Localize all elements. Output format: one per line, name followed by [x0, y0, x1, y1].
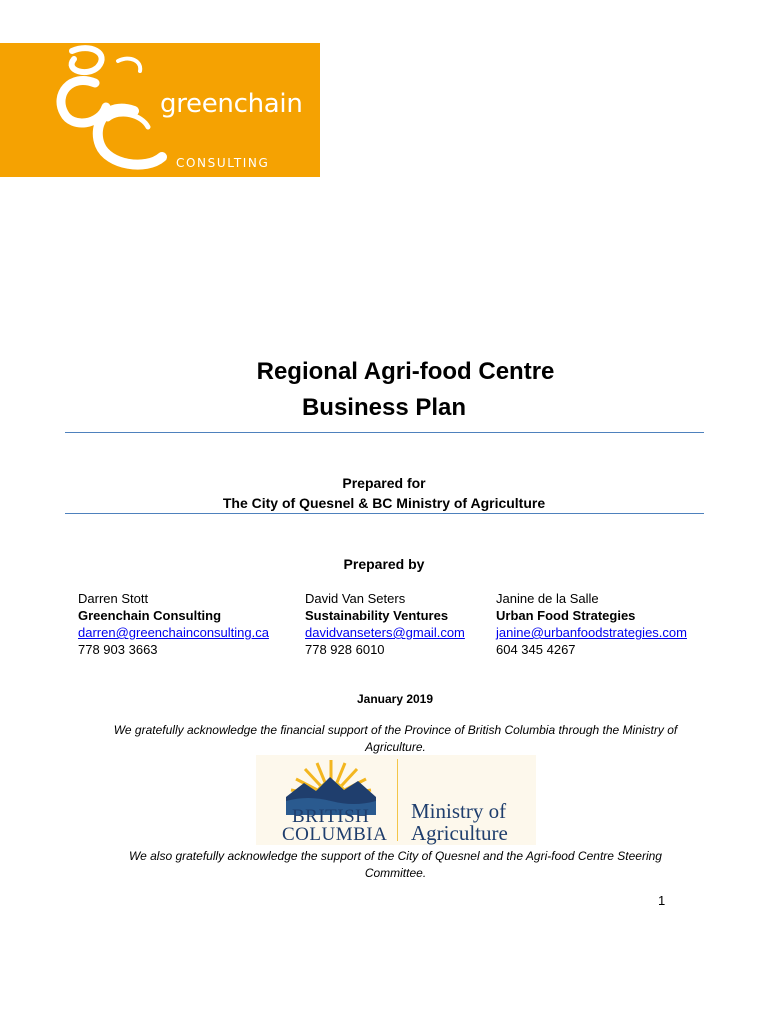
contact-name: Janine de la Salle	[496, 591, 599, 606]
acknowledgement-city: We also gratefully acknowledge the support of the City of Quesnel and the Agri-food Centre Steering Committee.	[129, 849, 662, 880]
ministry-name-line2: Agriculture	[411, 821, 508, 845]
contact-org: Urban Food Strategies	[496, 608, 636, 623]
page-title-line1: Regional Agri-food Centre	[256, 358, 555, 385]
contact-card	[78, 590, 269, 658]
contact-card	[305, 590, 465, 658]
ministry-name-line1: Ministry of	[411, 799, 507, 823]
acknowledgement-province: We gratefully acknowledge the financial support of the Province of British Columbia through the Ministry of Agriculture.	[113, 723, 678, 754]
report-date: January 2019	[356, 692, 434, 706]
prepared-for-client: The City of Quesnel & BC Ministry of Agriculture	[222, 495, 546, 511]
greenchain-swirl-icon	[50, 43, 175, 177]
contact-name: David Van Seters	[305, 591, 406, 606]
prepared-for-heading: Prepared for	[342, 475, 426, 491]
contact-email-link[interactable]: darren@greenchainconsulting.ca	[78, 625, 269, 640]
bc-ministry-logo	[256, 755, 536, 845]
page-title-line2: Business Plan	[301, 394, 467, 421]
logo-subtitle: CONSULTING	[176, 156, 270, 170]
contact-phone: 604 345 4267	[496, 642, 576, 657]
prepared-by-heading: Prepared by	[343, 556, 425, 572]
contact-org: Greenchain Consulting	[78, 608, 222, 623]
greenchain-logo	[0, 43, 320, 177]
logo-wordmark: greenchain	[160, 89, 303, 119]
bc-logo-text-line2: COLUMBIA	[282, 824, 388, 845]
bc-logo-text-line1: BRITISH	[292, 806, 370, 827]
contact-card	[496, 590, 687, 658]
contact-name: Darren Stott	[78, 591, 149, 606]
page-number: 1	[658, 893, 666, 908]
prepared-for-divider	[65, 513, 704, 514]
contact-phone: 778 903 3663	[78, 642, 158, 657]
title-divider	[65, 432, 704, 433]
contact-org: Sustainability Ventures	[305, 608, 449, 623]
bc-logo-divider	[397, 759, 398, 841]
contact-email-link[interactable]: davidvanseters@gmail.com	[305, 625, 465, 640]
contact-phone: 778 928 6010	[305, 642, 385, 657]
contact-email-link[interactable]: janine@urbanfoodstrategies.com	[496, 625, 687, 640]
